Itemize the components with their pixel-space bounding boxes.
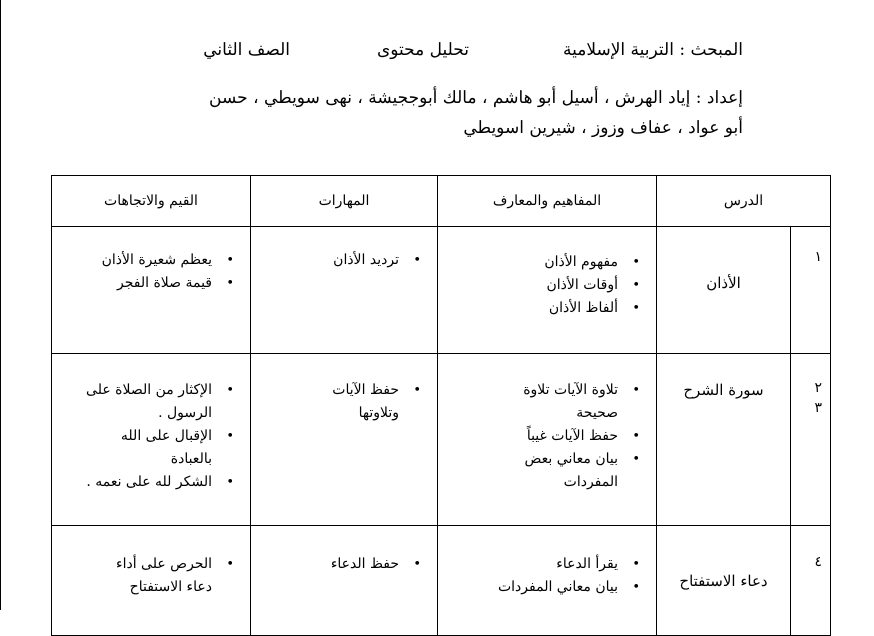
lesson-name: الأذان (657, 227, 791, 354)
header-lesson: الدرس (657, 176, 831, 227)
page-left-edge (0, 0, 1, 610)
value-item: • يعظم شعيرة الأذان (52, 249, 238, 272)
header-concepts: المفاهيم والمعارف (438, 176, 657, 227)
skill-item: • ترديد الأذان (251, 249, 425, 272)
skills-cell (251, 227, 438, 354)
table-row (52, 526, 831, 636)
analysis-title: تحليل محتوى (376, 40, 469, 60)
value-item: • قيمة صلاة الفجر (52, 272, 238, 295)
concept-item: • مفهوم الأذان (438, 251, 644, 274)
lesson-number: ١ (791, 227, 831, 354)
prepared-by-line1: إعداد : إياد الهرش ، أسيل أبو هاشم ، مالك أبوججيشة ، نهى سويطي ، حسن (209, 88, 743, 108)
skills-cell (251, 354, 438, 526)
value-item: • الحرص على أداء دعاء الاستفتاح (98, 553, 238, 599)
skill-item: • حفظ الدعاء (251, 553, 425, 576)
content-analysis-table (51, 175, 831, 636)
table-row (52, 354, 831, 526)
lesson-number: ٢ ٣ (791, 354, 831, 526)
concept-item: • حفظ الآيات غيباً (494, 425, 644, 448)
header-values: القيم والاتجاهات (52, 176, 251, 227)
skill-item: • حفظ الآيات وتلاوتها (305, 379, 425, 425)
table-row (52, 227, 831, 354)
concepts-cell (438, 227, 657, 354)
concept-item: • تلاوة الآيات تلاوة صحيحة (494, 379, 644, 425)
concept-item: • بيان معاني المفردات (494, 576, 644, 599)
concepts-cell (438, 526, 657, 636)
value-item: • الشكر لله على نعمه . (78, 471, 238, 494)
value-item: • الإقبال على الله بالعبادة (78, 425, 238, 471)
concept-item: • ألفاظ الأذان (438, 297, 644, 320)
concept-item: • يقرأ الدعاء (494, 553, 644, 576)
concept-item: • أوقات الأذان (438, 274, 644, 297)
values-cell (52, 354, 251, 526)
values-cell (52, 227, 251, 354)
lesson-name: سورة الشرح (657, 354, 791, 526)
value-item: • الإكثار من الصلاة على الرسول . (78, 379, 238, 425)
concepts-cell (438, 354, 657, 526)
concept-item: • بيان معاني بعض المفردات (494, 448, 644, 494)
values-cell (52, 526, 251, 636)
table-header-row (52, 176, 831, 227)
skills-cell (251, 526, 438, 636)
subject-label: المبحث : التربية الإسلامية (562, 40, 743, 60)
lesson-name: دعاء الاستفتاح (657, 526, 791, 636)
grade-label: الصف الثاني (203, 40, 290, 60)
lesson-number: ٤ (791, 526, 831, 636)
header-skills: المهارات (251, 176, 438, 227)
prepared-by-line2: أبو عواد ، عفاف وزوز ، شيرين اسويطي (463, 118, 743, 138)
